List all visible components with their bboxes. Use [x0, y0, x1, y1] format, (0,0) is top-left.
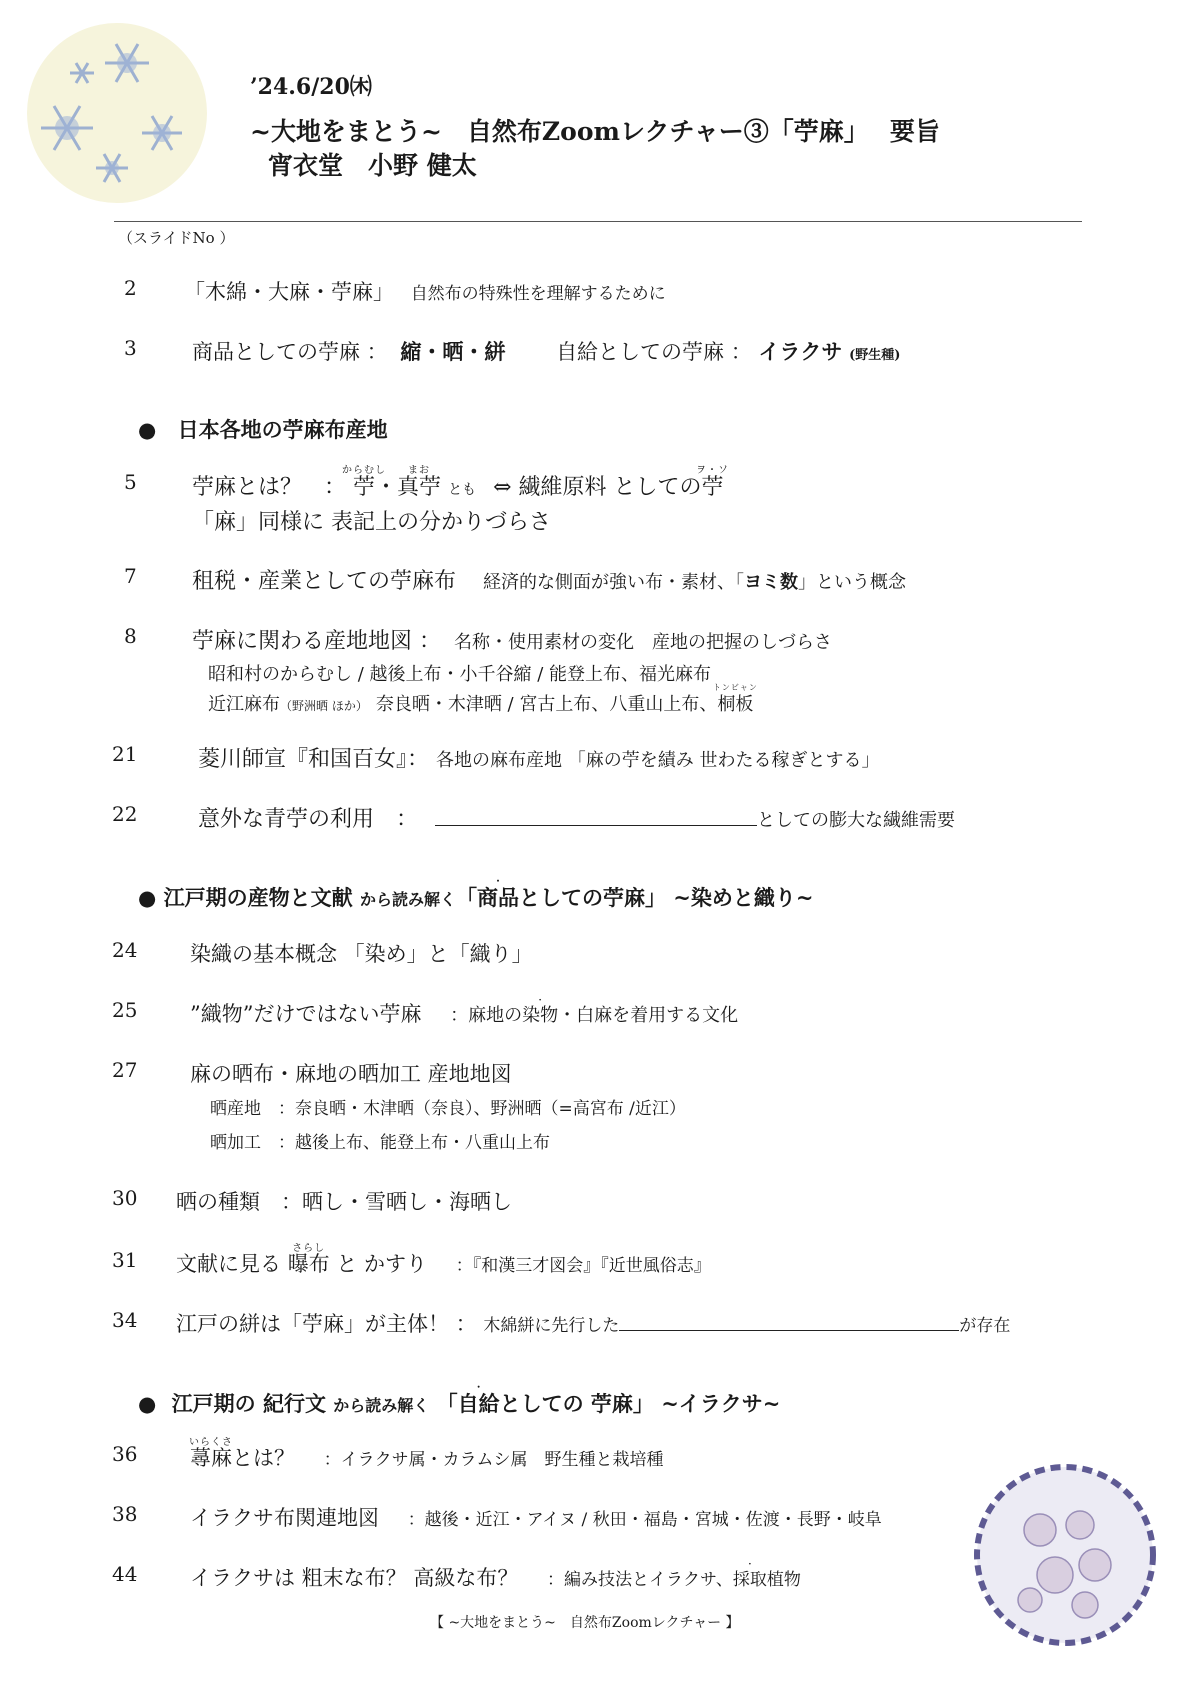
ruby-text: トンビャン	[712, 683, 758, 693]
row-21-text	[198, 742, 879, 773]
row-8-line2: 昭和村のからむし / 越後上布・小千谷縮 / 能登上布、福光麻布	[208, 664, 712, 685]
bullet-icon: ●	[138, 417, 157, 442]
section-title: 「	[455, 885, 477, 910]
row-44-title: イラクサは 粗末な布？ 高級な布？	[190, 1566, 519, 1590]
row-30	[112, 1186, 137, 1210]
row-2-desc: 自然布の特殊性を理解するために	[410, 284, 666, 304]
section-title: 江戸期の産物と文献	[163, 885, 353, 910]
row-34-text	[176, 1308, 1010, 1338]
text: 植物	[766, 1570, 801, 1590]
row-7-desc	[483, 572, 906, 593]
row-5	[124, 470, 137, 494]
text: 経済的な側面が強い布・素材、「	[483, 572, 745, 593]
row-2-title: 「木綿・大麻・苧麻」	[184, 280, 394, 304]
row-31-desc: ：『和漢三才図会』『近世風俗志』	[455, 1256, 711, 1276]
emph: 採取	[732, 1570, 767, 1590]
row-31-text	[176, 1242, 711, 1278]
text: 近江麻布	[208, 694, 280, 715]
row-24	[112, 938, 137, 962]
section-title-emph: 商品	[476, 885, 519, 910]
row-25-desc	[450, 1005, 738, 1026]
row-36-text	[189, 1436, 664, 1472]
bullet-icon: ●	[138, 885, 157, 910]
ruby-text: からむし	[342, 464, 387, 476]
ruby-base: 桐板	[717, 694, 754, 715]
ruby-base: 苧	[353, 475, 376, 500]
row-44-desc	[547, 1570, 801, 1590]
slide-number: 31	[112, 1248, 138, 1272]
row-25-text	[190, 998, 738, 1028]
text: ：編み技法とイラクサ、	[547, 1570, 733, 1590]
row-34-title: 江戸の絣は「苧麻」が主体！ ：	[176, 1312, 477, 1336]
row-44	[112, 1562, 137, 1586]
row-21-title: 菱川師宣『和国百女』：	[198, 747, 430, 772]
section-title: 「	[436, 1391, 458, 1416]
section-title: としての 苧麻」 ~イラクサ~	[499, 1391, 781, 1416]
row-36	[112, 1442, 137, 1466]
slide-number: 27	[112, 1058, 138, 1082]
row-38-title: イラクサ布関連地図	[190, 1506, 379, 1530]
section-title-small: から読み解く	[333, 1396, 430, 1415]
text: と かすり	[336, 1252, 428, 1276]
slide-number: 21	[112, 742, 138, 766]
header-divider	[114, 221, 1082, 222]
fill-in-blank	[619, 1329, 959, 1331]
slide-number: 22	[112, 802, 138, 826]
row-5-small: とも	[448, 482, 477, 498]
slide-number: 5	[124, 470, 137, 494]
row-24-text: 染織の基本概念 「染め」と「織り」	[190, 942, 533, 966]
flower-medallion-icon	[970, 1460, 1160, 1650]
slide-number: 30	[112, 1186, 138, 1210]
row-34	[112, 1308, 137, 1332]
row-38-desc: ：越後・近江・アイヌ / 秋田・福島・宮城・佐渡・長野・岐阜	[407, 1510, 882, 1530]
row-2	[124, 276, 137, 300]
page-title: ~大地をまとう~ 自然布Zoomレクチャー③「苧麻」 要旨	[250, 117, 940, 146]
row-27-line2: 晒産地 ：奈良晒・木津晒（奈良）、野洲晒（=高宮布 /近江）	[210, 1099, 686, 1119]
row-25	[112, 998, 137, 1022]
row-22-title: 意外な青苧の利用 ：	[198, 807, 419, 832]
row-5-label: 苧麻とは？ ：	[192, 475, 347, 500]
row-2-text	[184, 276, 666, 306]
row-3-note: (野生種)	[849, 348, 901, 363]
row-30-text: 晒の種類 ：晒し・雪晒し・海晒し	[176, 1190, 512, 1214]
snowflake-medallion-icon	[22, 18, 212, 208]
row-7-text	[192, 564, 906, 595]
slide-number: 3	[124, 336, 137, 360]
ruby-base: 苧	[701, 475, 724, 500]
slide-number: 8	[124, 624, 137, 648]
row-25-title: ”織物”だけではない苧麻	[190, 1002, 422, 1026]
slide-number: 44	[112, 1562, 138, 1586]
row-8-text	[192, 624, 832, 655]
slide-number: 2	[124, 276, 137, 300]
slide-no-label: （スライドNo ）	[118, 229, 235, 247]
section-title: としての苧麻」 ~染めと織り~	[518, 885, 814, 910]
fill-in-blank	[435, 824, 757, 826]
term: ヨミ数	[744, 572, 799, 593]
row-5-line2: 「麻」同様に 表記上の分かりづらさ	[192, 510, 551, 535]
separator: ・	[375, 475, 398, 500]
ruby-base: 真苧	[397, 475, 442, 500]
section-title-emph: 自給	[457, 1391, 500, 1416]
row-3-label2: 自給としての苧麻 ：	[556, 340, 752, 364]
section-title: 江戸期の 紀行文	[171, 1391, 326, 1416]
row-22-desc: としての膨大な繊維需要	[757, 810, 956, 831]
row-7-title: 租税・産業としての苧麻布	[192, 569, 457, 594]
row-8	[124, 624, 137, 648]
row-22	[112, 802, 137, 826]
text: とは？	[232, 1446, 295, 1470]
slide-number: 36	[112, 1442, 138, 1466]
ruby-base: 蕁麻	[190, 1446, 232, 1470]
row-31	[112, 1248, 137, 1272]
row-21	[112, 742, 137, 766]
slide-number: 7	[124, 564, 137, 588]
author: 宵衣堂 小野 健太	[268, 151, 477, 180]
emph: 染物	[522, 1005, 559, 1026]
row-27-text: 麻の晒布・麻地の晒加工 産地地図	[190, 1062, 512, 1086]
slide-number: 25	[112, 998, 138, 1022]
text: 」という概念	[798, 572, 907, 593]
footer: 【 ~大地をまとう~ 自然布Zoomレクチャー 】	[430, 1615, 740, 1631]
row-5-text	[192, 464, 729, 501]
slide-number: 34	[112, 1308, 138, 1332]
row-8-desc: 名称・使用素材の変化 産地の把握のしづらさ	[454, 632, 832, 653]
ruby-text: さらし	[292, 1242, 326, 1254]
ruby-text: いらくさ	[189, 1436, 233, 1448]
row-5-desc: ⇔ 繊維原料 としての	[493, 475, 702, 500]
row-3	[124, 336, 137, 360]
row-8-line3	[208, 683, 758, 716]
section-title-small: から読み解く	[359, 890, 456, 909]
row-38	[112, 1502, 137, 1526]
section-heading-1	[138, 414, 388, 444]
bullet-icon: ●	[138, 1391, 157, 1416]
text: ：麻地の	[450, 1005, 523, 1026]
row-34-desc2: が存在	[959, 1316, 1011, 1336]
text: ・白麻を着用する文化	[558, 1005, 739, 1026]
ruby-text: まお	[408, 464, 431, 476]
text: 文献に見る	[176, 1252, 281, 1276]
row-27	[112, 1058, 137, 1082]
row-38-text	[190, 1502, 882, 1532]
slide-number: 38	[112, 1502, 138, 1526]
text: 奈良晒・木津晒 / 宮古上布、八重山上布、	[375, 694, 718, 715]
row-27-line3: 晒加工 ：越後上布、能登上布・八重山上布	[210, 1133, 550, 1153]
row-3-text	[192, 336, 900, 366]
date: ’24.6/20㈭	[250, 74, 372, 100]
section-heading-3	[138, 1388, 780, 1418]
row-36-desc: ：イラクサ属・カラムシ属 野生種と栽培種	[323, 1450, 664, 1470]
row-22-text	[198, 802, 955, 833]
ruby-base: 曝布	[287, 1252, 330, 1276]
row-21-desc: 各地の麻布産地 「麻の苧を績み 世わたる稼ぎとする」	[436, 750, 880, 771]
slide-number: 24	[112, 938, 138, 962]
row-3-label: 商品としての苧麻 ：	[192, 340, 388, 364]
row-7	[124, 564, 137, 588]
row-3-items: 縮・晒・絣	[400, 339, 506, 364]
row-34-desc: 木綿絣に先行した	[483, 1316, 620, 1336]
row-3-item2: イラクサ	[758, 339, 843, 364]
section-heading-2	[138, 882, 813, 912]
row-44-text	[190, 1562, 801, 1592]
row-8-title: 苧麻に関わる産地地図 ：	[192, 629, 441, 654]
ruby-text: ヲ・ソ	[695, 464, 729, 476]
note: （野洲晒 ほか）	[280, 699, 368, 713]
section-title: 日本各地の苧麻布産地	[177, 417, 388, 442]
